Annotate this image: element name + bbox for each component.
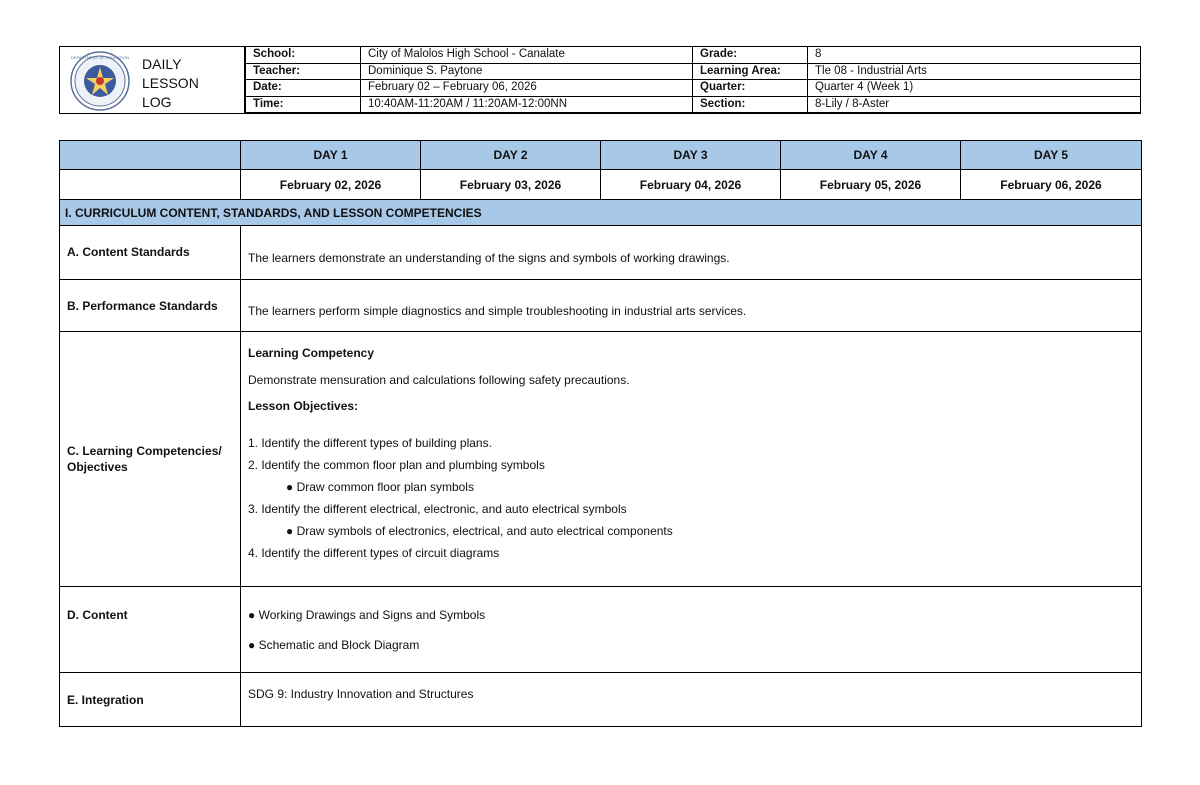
teacher-value: Dominique S. Paytone (361, 63, 693, 80)
date-label: Date: (246, 80, 361, 97)
performance-standards-text: The learners perform simple diagnostics and simple troubleshooting in industrial arts services. (248, 303, 747, 318)
performance-standards-cell (241, 280, 1142, 332)
objectives-list (248, 432, 1140, 564)
content-row (60, 587, 1142, 673)
section-label: Section: (693, 96, 808, 113)
quarter-label: Quarter: (693, 80, 808, 97)
content-standards-text: The learners demonstrate an understanding of the signs and symbols of working drawings. (248, 250, 730, 265)
day-4-header: DAY 4 (781, 141, 961, 170)
performance-standards-row (60, 280, 1142, 332)
integration-label: E. Integration (60, 673, 241, 727)
quarter-value: Quarter 4 (Week 1) (808, 80, 1141, 97)
content-standards-row (60, 226, 1142, 280)
objective-item: 4. Identify the different types of circuit diagrams (248, 546, 500, 560)
day-2-header: DAY 2 (421, 141, 601, 170)
curriculum-section-title: I. CURRICULUM CONTENT, STANDARDS, AND LESSON COMPETENCIES (60, 200, 1142, 226)
integration-cell (241, 673, 1142, 727)
date-value: February 02 – February 06, 2026 (361, 80, 693, 97)
daily-lesson-log-title (142, 55, 199, 112)
competencies-label: C. Learning Competencies/ Objectives (60, 332, 241, 587)
school-row (246, 47, 1141, 63)
teacher-row (246, 63, 1141, 80)
content-standards-cell (241, 226, 1142, 280)
day-header-blank (60, 141, 241, 170)
competencies-cell (241, 332, 1142, 587)
day-3-date: February 04, 2026 (601, 170, 781, 200)
title-line-3: LOG (142, 94, 172, 110)
time-label: Time: (246, 96, 361, 113)
content-item: ● Working Drawings and Signs and Symbols (248, 607, 486, 622)
day-3-header: DAY 3 (601, 141, 781, 170)
lesson-plan-table (59, 140, 1142, 727)
section-value: 8-Lily / 8-Aster (808, 96, 1141, 113)
title-line-1: DAILY (142, 56, 182, 72)
competencies-block (248, 333, 1140, 568)
objective-item: 2. Identify the common floor plan and plumbing symbols (248, 458, 545, 472)
date-row-blank (60, 170, 241, 200)
day-5-header: DAY 5 (961, 141, 1142, 170)
day-header-row (60, 141, 1142, 170)
day-5-date: February 06, 2026 (961, 170, 1142, 200)
objective-subitem: ● Draw symbols of electronics, electrical, and auto electrical components (286, 524, 673, 538)
day-4-date: February 05, 2026 (781, 170, 961, 200)
competencies-row (60, 332, 1142, 587)
learning-area-label: Learning Area: (693, 63, 808, 80)
teacher-label: Teacher: (246, 63, 361, 80)
title-line-2: LESSON (142, 75, 199, 91)
date-row (246, 80, 1141, 97)
grade-value: 8 (808, 47, 1141, 63)
day-2-date: February 03, 2026 (421, 170, 601, 200)
objective-subitem: ● Draw common floor plan symbols (286, 480, 474, 494)
lesson-objectives-heading: Lesson Objectives: (248, 399, 359, 413)
lesson-log-header (59, 46, 1141, 114)
content-label: D. Content (60, 587, 241, 673)
grade-label: Grade: (693, 47, 808, 63)
learning-competency-heading: Learning Competency (248, 346, 375, 360)
learning-area-value: Tle 08 - Industrial Arts (808, 63, 1141, 80)
deped-seal-icon (70, 51, 130, 111)
day-1-date: February 02, 2026 (241, 170, 421, 200)
performance-standards-label: B. Performance Standards (60, 280, 241, 332)
school-label: School: (246, 47, 361, 63)
day-1-header: DAY 1 (241, 141, 421, 170)
learning-competency-text: Demonstrate mensuration and calculations following safety precautions. (248, 373, 630, 387)
time-row (246, 96, 1141, 113)
logo-cell (60, 47, 245, 113)
integration-row (60, 673, 1142, 727)
svg-text:DEPARTMENT OF EDUCATION: DEPARTMENT OF EDUCATION (70, 55, 130, 60)
integration-text: SDG 9: Industry Innovation and Structures (248, 687, 474, 701)
content-item: ● Schematic and Block Diagram (248, 637, 420, 652)
curriculum-section-row (60, 200, 1142, 226)
objective-item: 1. Identify the different types of building plans. (248, 436, 492, 450)
content-standards-label: A. Content Standards (60, 226, 241, 280)
objective-item: 3. Identify the different electrical, electronic, and auto electrical symbols (248, 502, 627, 516)
school-value: City of Malolos High School - Canalate (361, 47, 693, 63)
header-info-table (245, 47, 1141, 113)
content-cell (241, 587, 1142, 673)
time-value: 10:40AM-11:20AM / 11:20AM-12:00NN (361, 96, 693, 113)
date-row-days (60, 170, 1142, 200)
